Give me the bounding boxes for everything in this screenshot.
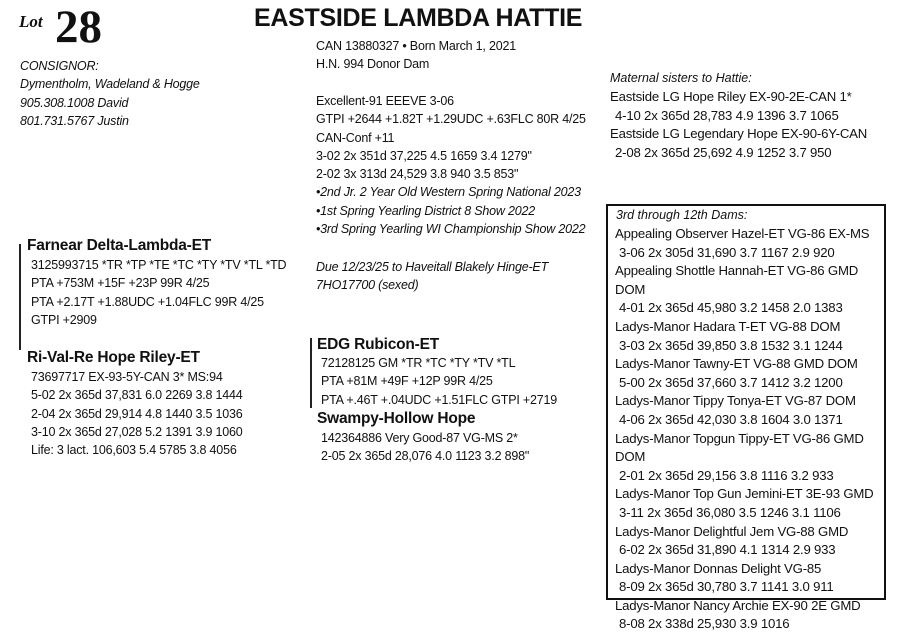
mgd-line: 2-05 2x 365d 28,076 4.0 1123 3.2 898" bbox=[321, 449, 530, 464]
ancestry-box bbox=[606, 204, 886, 632]
consignor-line: 801.731.5767 Justin bbox=[20, 113, 129, 128]
ancestor-record: 8-08 2x 338d 25,930 3.9 1016 bbox=[619, 616, 790, 632]
subject-record: 2-02 3x 313d 24,529 3.8 940 3.5 853" bbox=[316, 167, 519, 182]
dam-line: Life: 3 lact. 106,603 5.4 5785 3.8 4056 bbox=[31, 443, 237, 458]
sire-line: GTPI +2909 bbox=[31, 312, 97, 327]
show-placing: •1st Spring Yearling District 8 Show 2022 bbox=[316, 203, 535, 218]
ancestor-record: 8-09 2x 365d 30,780 3.7 1141 3.0 911 bbox=[619, 579, 834, 595]
subject-genomics: GTPI +2644 +1.82T +1.29UDC +.63FLC 80R 4/25 bbox=[316, 112, 586, 127]
sister-name: Eastside LG Hope Riley EX-90-2E-CAN 1* bbox=[610, 89, 852, 104]
subject-info-line: CAN 13880327 • Born March 1, 2021 bbox=[316, 39, 516, 53]
mgs-line: 72128125 GM *TR *TC *TY *TV *TL bbox=[321, 356, 516, 370]
lot-label: Lot bbox=[19, 12, 43, 31]
mgd-line: 142364886 Very Good-87 VG-MS 2* bbox=[321, 431, 518, 445]
maternal-sisters-list bbox=[610, 88, 867, 162]
sire-details bbox=[31, 256, 286, 329]
ancestor-name: Ladys-Manor Top Gun Jemini-ET 3E-93 GMD bbox=[615, 486, 874, 502]
due-line: 7HO17700 (sexed) bbox=[316, 278, 419, 293]
subject-performance bbox=[316, 92, 586, 238]
ancestor-record: 4-06 2x 365d 42,030 3.8 1604 3.0 1371 bbox=[619, 411, 843, 427]
consignor-block bbox=[20, 57, 200, 130]
ancestor-record: 4-01 2x 365d 45,980 3.2 1458 2.0 1383 bbox=[619, 300, 843, 316]
ancestor-record: 3-06 2x 305d 31,690 3.7 1167 2.9 920 bbox=[619, 244, 835, 260]
ancestor-name: Ladys-Manor Hadara T-ET VG-88 DOM bbox=[615, 318, 841, 334]
lot-number: 28 bbox=[55, 1, 102, 53]
ancestor-name: Ladys-Manor Topgun Tippy-ET VG-86 GMD DOM bbox=[615, 430, 864, 465]
ancestor-name: Appealing Observer Hazel-ET VG-86 EX-MS bbox=[615, 226, 870, 241]
mgd-name: Swampy-Hollow Hope bbox=[317, 410, 476, 427]
ancestor-record: 2-01 2x 365d 29,156 3.8 1116 3.2 933 bbox=[619, 467, 834, 483]
sire-name: Farnear Delta-Lambda-ET bbox=[27, 237, 212, 254]
dam-line: 3-10 2x 365d 27,028 5.2 1391 3.9 1060 bbox=[31, 424, 243, 439]
sire-line: PTA +753M +15F +23P 99R 4/25 bbox=[31, 276, 210, 291]
ancestor-name: Ladys-Manor Tippy Tonya-ET VG-87 DOM bbox=[615, 393, 856, 409]
ancestry-heading: 3rd through 12th Dams: bbox=[616, 208, 748, 222]
due-line: Due 12/23/25 to Haveitall Blakely Hinge-ET bbox=[316, 260, 549, 274]
dam-line: 2-04 2x 365d 29,914 4.8 1440 3.5 1036 bbox=[31, 406, 243, 421]
ancestor-name: Ladys-Manor Tawny-ET VG-88 GMD DOM bbox=[615, 356, 858, 372]
show-placing: •2nd Jr. 2 Year Old Western Spring National 2023 bbox=[316, 185, 581, 200]
subject-info-line: H.N. 994 Donor Dam bbox=[316, 57, 430, 72]
ancestor-name: Ladys-Manor Donnas Delight VG-85 bbox=[615, 560, 822, 576]
maternal-sisters-heading: Maternal sisters to Hattie: bbox=[610, 71, 752, 85]
sister-record: 2-08 2x 365d 25,692 4.9 1252 3.7 950 bbox=[615, 144, 832, 160]
ancestor-record: 3-03 2x 365d 39,850 3.8 1532 3.1 1244 bbox=[619, 337, 843, 353]
page-title: EASTSIDE LAMBDA HATTIE bbox=[254, 4, 583, 32]
sire-line: 3125993715 *TR *TP *TE *TC *TY *TV *TL *TD bbox=[31, 258, 287, 272]
mgs-details bbox=[321, 354, 557, 409]
show-placing: •3rd Spring Yearling WI Championship Show 2022 bbox=[316, 222, 586, 237]
ancestor-name: Ladys-Manor Delightful Jem VG-88 GMD bbox=[615, 523, 849, 539]
ancestor-name: Ladys-Manor Nancy Archie EX-90 2E GMD bbox=[615, 597, 861, 613]
subject-genomics: CAN-Conf +11 bbox=[316, 130, 395, 145]
mgs-bracket-line bbox=[310, 338, 312, 408]
mgs-line: PTA +81M +49F +12P 99R 4/25 bbox=[321, 374, 493, 389]
ancestor-record: 6-02 2x 365d 31,890 4.1 1314 2.9 933 bbox=[619, 542, 836, 558]
dam-line: 5-02 2x 365d 37,831 6.0 2269 3.8 1444 bbox=[31, 388, 243, 403]
sister-record: 4-10 2x 365d 28,783 4.9 1396 3.7 1065 bbox=[615, 107, 839, 123]
mgd-details bbox=[321, 429, 529, 466]
subject-record: 3-02 2x 351d 37,225 4.5 1659 3.4 1279" bbox=[316, 148, 532, 163]
consignor-line: 905.308.1008 David bbox=[20, 95, 129, 110]
mgs-line: PTA +.46T +.04UDC +1.51FLC GTPI +2719 bbox=[321, 392, 558, 407]
dam-details bbox=[31, 368, 243, 459]
sire-bracket-line bbox=[19, 244, 21, 350]
subject-classification: Excellent-91 EEEVE 3-06 bbox=[316, 94, 454, 108]
sire-line: PTA +2.17T +1.88UDC +1.04FLC 99R 4/25 bbox=[31, 294, 264, 309]
due-date-block bbox=[316, 258, 548, 295]
dam-name: Ri-Val-Re Hope Riley-ET bbox=[27, 349, 200, 366]
ancestry-list bbox=[615, 225, 884, 634]
consignor-line: Dymentholm, Wadeland & Hogge bbox=[20, 77, 200, 92]
ancestor-record: 3-11 2x 365d 36,080 3.5 1246 3.1 1106 bbox=[619, 504, 841, 520]
consignor-heading: CONSIGNOR: bbox=[20, 59, 99, 73]
subject-info bbox=[316, 37, 516, 74]
sister-name: Eastside LG Legendary Hope EX-90-6Y-CAN bbox=[610, 126, 868, 142]
ancestor-record: 5-00 2x 365d 37,660 3.7 1412 3.2 1200 bbox=[619, 374, 843, 390]
mgs-name: EDG Rubicon-ET bbox=[317, 336, 440, 353]
dam-line: 73697717 EX-93-5Y-CAN 3* MS:94 bbox=[31, 370, 223, 384]
ancestor-name: Appealing Shottle Hannah-ET VG-86 GMD DOM bbox=[615, 263, 859, 297]
